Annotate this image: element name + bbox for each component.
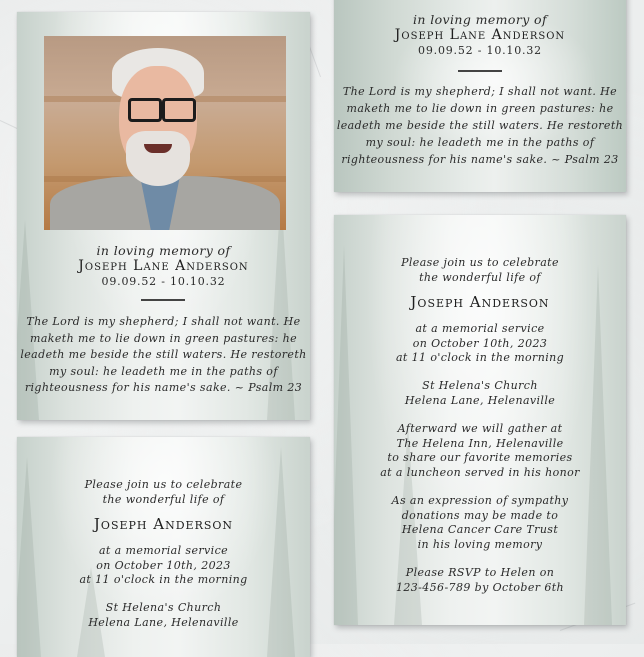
verse-line: leadeth me beside the still waters. He restoreth <box>336 119 624 132</box>
invite-intro <box>17 477 310 507</box>
beard <box>126 131 190 186</box>
service-line: at a memorial service <box>415 322 545 335</box>
psalm-verse <box>334 83 626 168</box>
gathering-details <box>334 422 626 480</box>
gathering-line: to share our favorite memories <box>387 451 573 464</box>
memorial-card-photo <box>17 12 310 420</box>
intro-line: Please join us to celebrate <box>84 478 243 491</box>
full-name: Joseph Lane Anderson <box>78 258 249 274</box>
donation-details <box>334 494 626 552</box>
portrait-photo <box>44 36 286 230</box>
donation-line: donations may be made to <box>401 508 559 522</box>
service-line: at 11 o'clock in the morning <box>395 351 565 364</box>
memorial-card-back <box>334 0 626 192</box>
verse-line: my soul: he leadeth me in the paths of <box>49 364 278 378</box>
rsvp-line: 123-456-789 by October 6th <box>395 580 565 594</box>
service-line: on October 10th, 2023 <box>96 558 231 572</box>
life-dates: 09.09.52 - 10.10.32 <box>101 275 226 288</box>
service-line: at 11 o'clock in the morning <box>79 573 248 586</box>
venue-line: Helena Lane, Helenaville <box>404 393 556 407</box>
glasses-icon <box>162 98 196 122</box>
service-details <box>334 322 626 366</box>
venue <box>17 601 310 630</box>
verse-line: maketh me to lie down in green pastures: he <box>29 331 297 345</box>
donation-line: in his loving memory <box>417 537 543 551</box>
venue-line: Helena Lane, Helenaville <box>88 615 239 629</box>
verse-line: The Lord is my shepherd; I shall not want. He <box>26 315 301 328</box>
service-line: at a memorial service <box>98 544 229 557</box>
intro-line: the wonderful life of <box>419 271 541 284</box>
venue <box>334 379 626 408</box>
honoree-name: Joseph Anderson <box>93 515 234 533</box>
life-dates: 09.09.52 - 10.10.32 <box>418 44 542 57</box>
rsvp-line: Please RSVP to Helen on <box>405 566 555 579</box>
full-name: Joseph Lane Anderson <box>394 27 566 43</box>
intro-text: in loving memory of <box>412 12 548 27</box>
gathering-line: Afterward we will gather at <box>397 422 563 435</box>
invitation-card-full <box>334 215 626 625</box>
intro-line: the wonderful life of <box>102 493 225 506</box>
honoree-name: Joseph Anderson <box>410 293 550 311</box>
donation-line: As an expression of sympathy <box>391 494 569 507</box>
divider <box>141 299 185 301</box>
rsvp-details <box>334 566 626 595</box>
verse-line: my soul: he leadeth me in the paths of <box>365 136 595 149</box>
venue-line: St Helena's Church <box>422 379 538 392</box>
donation-line: Helena Cancer Care Trust <box>401 523 559 536</box>
gathering-line: at a luncheon served in his honor <box>380 465 580 479</box>
intro-text: in loving memory of <box>96 243 231 258</box>
service-line: on October 10th, 2023 <box>412 336 548 350</box>
service-details <box>17 544 310 588</box>
verse-line: The Lord is my shepherd; I shall not want. He <box>342 85 618 98</box>
intro-line: Please join us to celebrate <box>401 256 559 269</box>
gathering-line: The Helena Inn, Helenaville <box>396 436 564 450</box>
verse-line: righteousness for his name's sake. ~ Psalm 23 <box>341 153 619 166</box>
verse-line: righteousness for his name's sake. ~ Psalm 23 <box>24 381 303 394</box>
verse-line: maketh me to lie down in green pastures: he <box>346 102 614 115</box>
verse-line: leadeth me beside the still waters. He restoreth <box>20 348 307 361</box>
invite-intro <box>334 255 626 285</box>
divider <box>458 70 502 72</box>
invitation-card-short <box>17 437 310 657</box>
venue-line: St Helena's Church <box>105 601 222 614</box>
psalm-verse <box>17 314 310 397</box>
glasses-icon <box>128 98 162 122</box>
